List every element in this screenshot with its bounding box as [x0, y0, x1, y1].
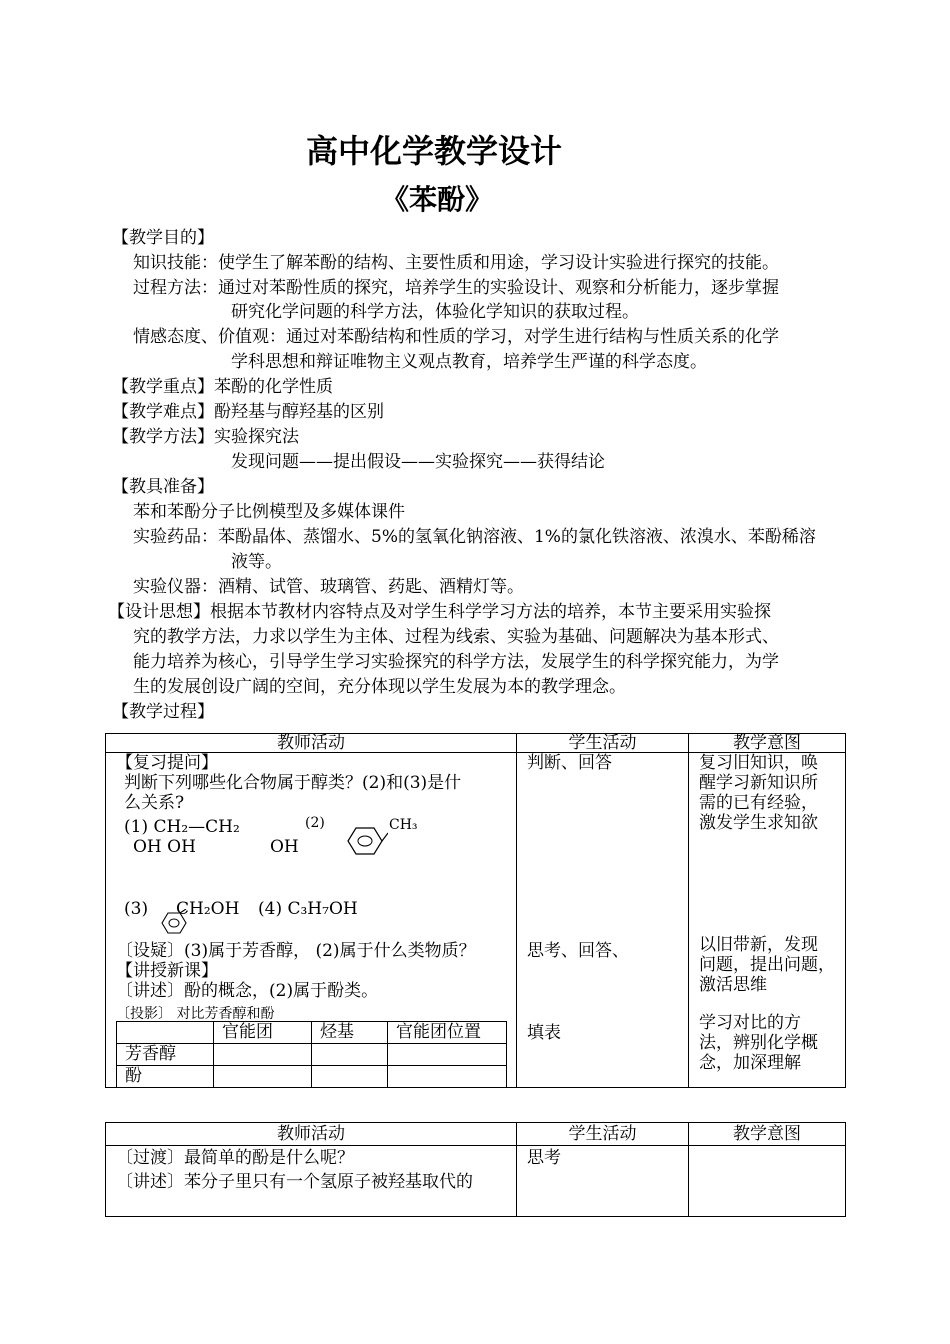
intent-line: 以旧带新，发现: [699, 935, 818, 955]
student-cell: [517, 1146, 689, 1217]
intent-line: 醒学习新知识所: [699, 773, 818, 793]
method: [112, 425, 299, 449]
design-label: 【设计思想】: [108, 602, 210, 622]
page-title: 高中化学教学设计: [306, 132, 563, 170]
compare-header-position: 官能团位置: [388, 1022, 507, 1044]
objective-emotion-line2: 学科思想和辩证唯物主义观点教育，培养学生严谨的科学态度。: [231, 352, 707, 372]
compare-corner: [117, 1022, 214, 1044]
key-point-text: 苯酚的化学性质: [214, 377, 333, 397]
intent-line: 激活思维: [699, 975, 767, 995]
objective-process: [133, 276, 779, 300]
difficulty: [112, 400, 384, 424]
intent-line: 念，加深理解: [699, 1053, 801, 1073]
student-activity: 思考: [527, 1148, 561, 1168]
equipment-instruments-text: 酒精、试管、玻璃管、药匙、酒精灯等。: [218, 577, 524, 597]
objective-knowledge-label: 知识技能：: [133, 253, 218, 273]
intent-line: 复习旧知识，唤: [699, 753, 818, 773]
objective-emotion-label: 情感态度、价值观：: [133, 327, 286, 347]
intent-cell: [689, 1146, 846, 1217]
equipment-instruments-label: 实验仪器：: [133, 577, 218, 597]
objective-knowledge: [133, 251, 779, 275]
method-text: 实验探究法: [214, 427, 299, 447]
equipment-reagents-line1: 苯酚晶体、蒸馏水、5%的氢氧化钠溶液、1%的氯化铁溶液、浓溴水、苯酚稀溶: [218, 527, 816, 547]
teacher-cell: [106, 1146, 517, 1217]
compare-cell: [388, 1044, 507, 1066]
compare-cell: [214, 1066, 312, 1088]
design-line3: 能力培养为核心，引导学生学习实验探究的科学方法，发展学生的科学探究能力，为学: [133, 652, 779, 672]
design: [108, 600, 771, 624]
equipment-reagents: [133, 525, 816, 549]
compare-header-hydrocarbon: 烃基: [312, 1022, 388, 1044]
design-line1: 根据本节教材内容特点及对学生科学学习方法的培养，本节主要采用实验探: [210, 602, 771, 622]
objective-emotion-line1: 通过对苯酚结构和性质的学习，对学生进行结构与性质关系的化学: [286, 327, 779, 347]
review-heading: 【复习提问】: [116, 753, 218, 773]
page-subtitle: 《苯酚》: [381, 183, 494, 216]
compare-cell: [214, 1044, 312, 1066]
compound4: (4) C₃H₇OH: [258, 899, 358, 919]
intent-line: 激发学生求知欲: [699, 813, 818, 833]
header-student: 学生活动: [517, 734, 689, 753]
intent-line: 法，辨别化学概: [699, 1033, 818, 1053]
projection-text: 〔投影〕 对比芳香醇和酚: [116, 1006, 275, 1022]
lecture-text: 〔讲述〕苯分子里只有一个氢原子被羟基取代的: [116, 1172, 473, 1192]
header-teacher: 教师活动: [106, 1123, 517, 1146]
transition-text: 〔过渡〕最简单的酚是什么呢？: [116, 1148, 354, 1168]
method-flow: 发现问题——提出假设——实验探究——获得结论: [231, 452, 605, 472]
objective-knowledge-text: 使学生了解苯酚的结构、主要性质和用途，学习设计实验进行探究的技能。: [218, 253, 779, 273]
teacher-cell: [106, 753, 517, 1088]
header-student: 学生活动: [517, 1123, 689, 1146]
intent-1: [699, 753, 818, 833]
student-cell: [517, 753, 689, 1088]
key-point: [112, 375, 333, 399]
compare-row-label: 芳香醇: [117, 1044, 214, 1066]
compound3-label: (3): [124, 899, 149, 919]
equipment-reagents-label: 实验药品：: [133, 527, 218, 547]
compare-cell: [312, 1044, 388, 1066]
objective-process-label: 过程方法：: [133, 278, 218, 298]
compound3-group: CH₂OH: [176, 899, 240, 919]
benzene-ring-icon: [342, 825, 388, 857]
student-activity-1: 判断、回答: [527, 753, 612, 773]
compare-header-group: 官能团: [214, 1022, 312, 1044]
compare-cell: [312, 1066, 388, 1088]
compare-cell: [388, 1066, 507, 1088]
header-intent: 教学意图: [689, 1123, 846, 1146]
method-label: 【教学方法】: [112, 427, 214, 447]
key-point-label: 【教学重点】: [112, 377, 214, 397]
equipment-instruments: [133, 575, 524, 599]
intent-3: [699, 1013, 818, 1073]
equipment-reagents-line2: 液等。: [231, 552, 282, 572]
compound2-oh: OH: [270, 837, 299, 857]
lesson-table-2: [105, 1122, 846, 1217]
header-intent: 教学意图: [689, 734, 846, 753]
lesson-table-1: [105, 733, 846, 1088]
equipment-models: 苯和苯酚分子比例模型及多媒体课件: [133, 502, 405, 522]
student-activity-3: 填表: [527, 1023, 561, 1043]
compare-table: [116, 1021, 507, 1088]
difficulty-label: 【教学难点】: [112, 402, 214, 422]
compound1-oh: OH OH: [133, 837, 196, 857]
difficulty-text: 酚羟基与醇羟基的区别: [214, 402, 384, 422]
objective-process-line2: 研究化学问题的科学方法，体验化学知识的获取过程。: [231, 302, 639, 322]
compound2-label: (2): [305, 815, 325, 831]
equipment-heading: 【教具准备】: [112, 477, 214, 497]
question-line2: 么关系?: [124, 793, 185, 813]
design-line2: 究的教学方法，力求以学生为主体、过程为线索、实验为基础、问题解决为基本形式、: [133, 627, 779, 647]
student-activity-2: 思考、回答、: [527, 941, 629, 961]
doubt-text: 〔设疑〕(3)属于芳香醇， (2)属于什么类物质？: [116, 941, 476, 961]
header-teacher: 教师活动: [106, 734, 517, 753]
compare-row-label: 酚: [117, 1066, 214, 1088]
lecture-text: 〔讲述〕酚的概念，(2)属于酚类。: [116, 981, 379, 1001]
compound1-formula: (1) CH₂—CH₂: [124, 817, 240, 837]
compound2-group: CH₃: [389, 817, 418, 833]
design-line4: 生的发展创设广阔的空间，充分体现以学生发展为本的教学理念。: [133, 677, 626, 697]
intent-line: 问题，提出问题，: [699, 955, 835, 975]
intent-line: 需的已有经验，: [699, 793, 818, 813]
intent-2: [699, 935, 835, 995]
question-line1: 判断下列哪些化合物属于醇类？(2)和(3)是什: [124, 773, 462, 793]
objectives-heading: 【教学目的】: [112, 228, 214, 248]
objective-emotion: [133, 325, 779, 349]
objective-process-line1: 通过对苯酚性质的探究，培养学生的实验设计、观察和分析能力，逐步掌握: [218, 278, 779, 298]
new-lesson-heading: 【讲授新课】: [116, 961, 218, 981]
intent-line: 学习对比的方: [699, 1013, 801, 1033]
process-heading: 【教学过程】: [112, 702, 214, 722]
intent-cell: [689, 753, 846, 1088]
